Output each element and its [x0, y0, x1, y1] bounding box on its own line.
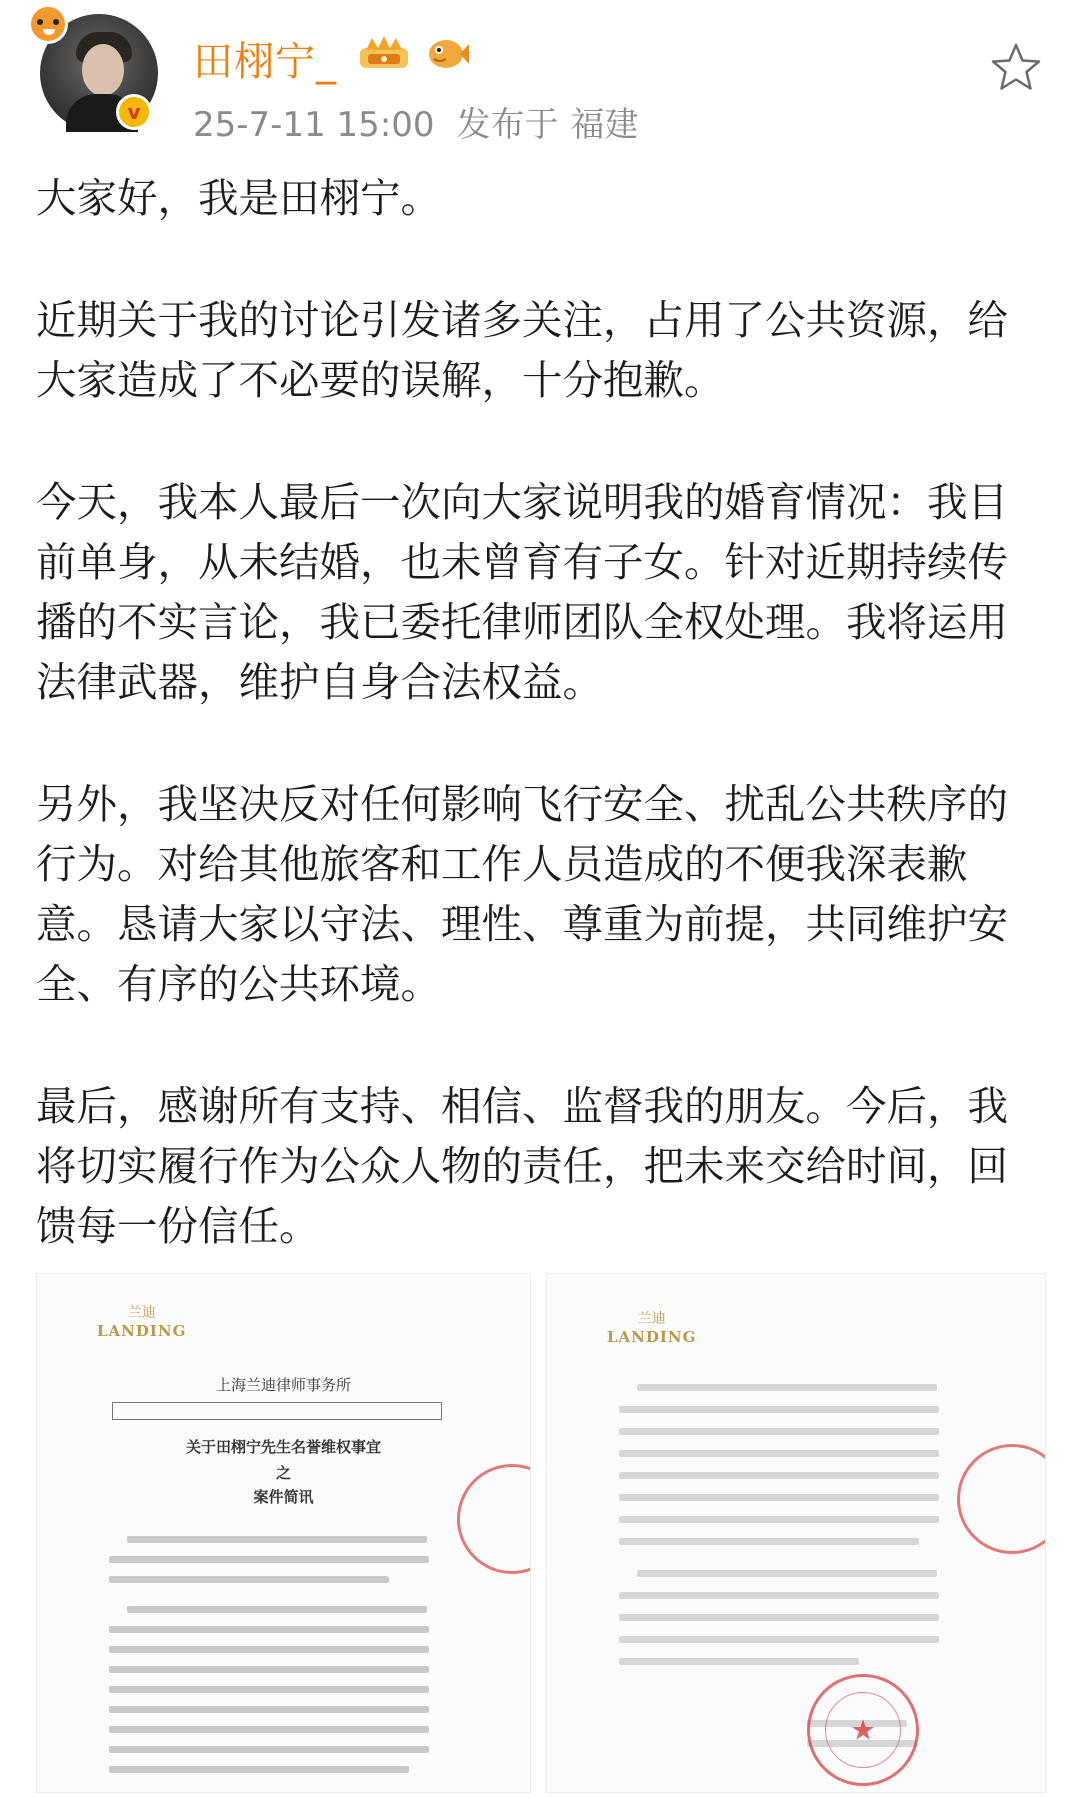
tiger-avatar-frame-icon [28, 4, 68, 44]
doc-text-line [619, 1614, 939, 1621]
doc-text-line [109, 1626, 429, 1633]
doc-text-line [619, 1472, 939, 1479]
post-paragraph-2: 近期关于我的讨论引发诸多关注，占用了公共资源，给大家造成了不必要的误解，十分抱歉。 [36, 296, 1008, 404]
doc-text-line [619, 1636, 939, 1643]
red-seal-stamp: ★ [807, 1674, 919, 1786]
post-header [0, 0, 1079, 150]
post-body [36, 168, 1046, 1256]
post-paragraph-4: 另外，我坚决反对任何影响飞行安全、扰乱公共秩序的行为。对给其他旅客和工作人员造成的不便我深表歉意。恳请大家以守法、理性、尊重为前提，共同维护安全、有序的公共环境。 [36, 780, 1008, 1008]
doc-text-line [619, 1450, 939, 1457]
post-paragraph-5: 最后，感谢所有支持、相信、监督我的朋友。今后，我将切实履行作为公众人物的责任，把未来交给时间，回馈每一份信任。 [36, 1082, 1008, 1250]
law-firm-logo: 兰迪 LANDING [607, 1311, 697, 1346]
author-name[interactable]: 田栩宁_ [193, 39, 337, 85]
post-meta [193, 97, 661, 146]
doc-text-line [637, 1570, 937, 1577]
red-seal-stamp [957, 1444, 1046, 1554]
doc-title-line3: 案件简讯 [253, 1488, 314, 1506]
doc-text-line [619, 1592, 939, 1599]
favorite-star-icon[interactable] [988, 40, 1044, 96]
law-firm-logo: 兰迪 LANDING [97, 1305, 187, 1340]
doc-text-line [109, 1726, 429, 1733]
doc-text-line [127, 1606, 427, 1613]
doc-text-line [109, 1766, 409, 1773]
doc-text-line [109, 1706, 429, 1713]
post-timestamp: 25-7-11 15:00 [193, 105, 435, 145]
doc-firm-name: 上海兰迪律师事务所 [215, 1376, 351, 1394]
doc-text-line [109, 1746, 429, 1753]
verified-badge-icon: v [116, 94, 152, 130]
post-location-prefix: 发布于 [456, 105, 559, 145]
doc-text-line [619, 1406, 939, 1413]
doc-text-line [127, 1536, 427, 1543]
attached-image-1[interactable] [36, 1273, 531, 1793]
doc-text-line [109, 1576, 389, 1583]
doc-text-line [619, 1658, 859, 1665]
post-paragraph-1: 大家好，我是田栩宁。 [36, 174, 441, 222]
doc-text-line [109, 1686, 429, 1693]
doc-text-line [619, 1516, 939, 1523]
doc-text-line [109, 1556, 429, 1563]
doc-text-line [637, 1384, 937, 1391]
doc-title-line1: 关于田栩宁先生名誉维权事宜 [185, 1438, 381, 1456]
doc-title-line2: 之 [275, 1464, 291, 1482]
doc-text-line [619, 1538, 919, 1545]
crown-badge-icon[interactable] [356, 34, 412, 72]
avatar-face [82, 44, 124, 96]
attached-images [36, 1273, 1046, 1793]
fish-badge-icon[interactable] [424, 34, 470, 72]
doc-text-line [109, 1646, 429, 1653]
doc-text-line [109, 1666, 429, 1673]
post-location: 福建 [570, 105, 639, 145]
attached-image-2[interactable] [546, 1273, 1046, 1793]
doc-text-line [619, 1428, 939, 1435]
doc-text-line [619, 1494, 939, 1501]
post-paragraph-3: 今天，我本人最后一次向大家说明我的婚育情况：我目前单身，从未结婚，也未曾育有子女。针对近期持续传播的不实言论，我已委托律师团队全权处理。我将运用法律武器，维护自身合法权益。 [36, 478, 1008, 706]
doc-header-rule [112, 1402, 442, 1420]
